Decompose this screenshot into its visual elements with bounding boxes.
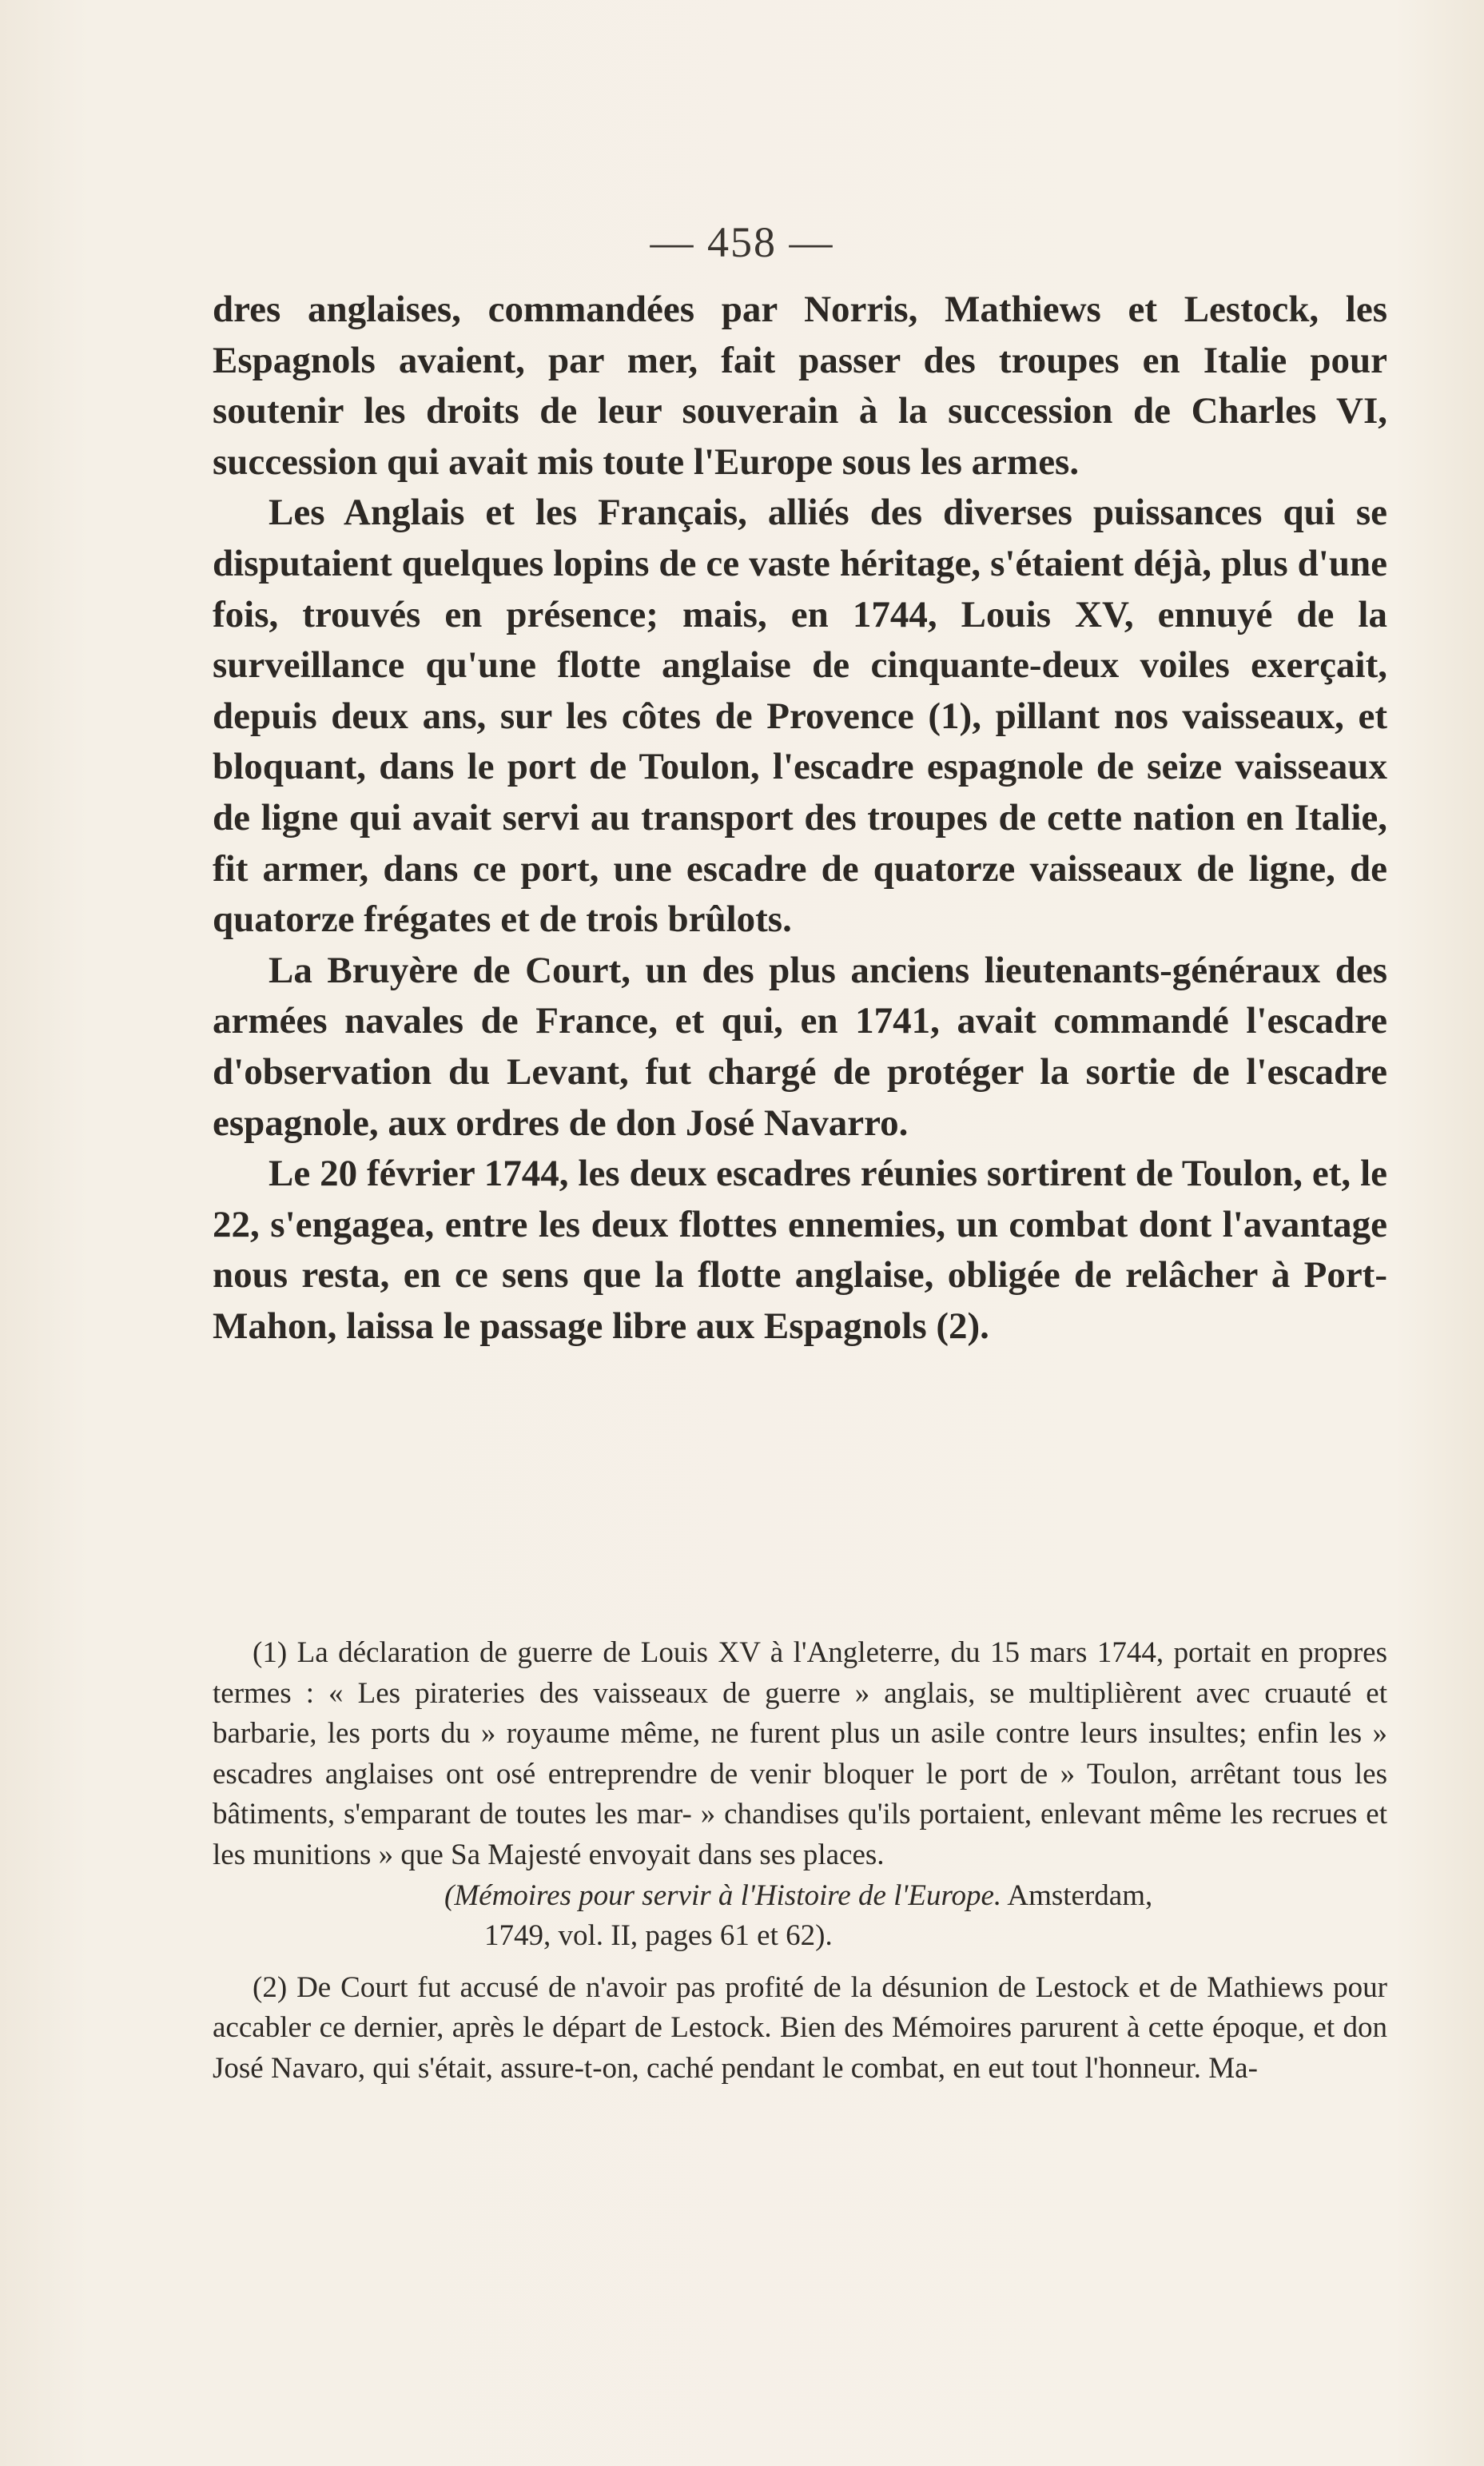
main-text bbox=[213, 285, 1387, 1352]
footnote-1-text: (1) La déclaration de guerre de Louis XV à l'Angleterre, du 15 mars 1744, portait en propres termes : « Les pirateries des vaisseaux de guerre » anglais, se multiplièrent avec cruauté et barbarie, les ports du » royaume même, ne furent plus un asile contre leurs insultes; enfin les » escadres anglaises ont osé entreprendre de venir bloquer le port de » Toulon, arrêtant tous les bâtiments, s'emparant de toutes les mar- » chandises qu'ils portaient, enlevant même les recrues et les munitions » que Sa Majesté envoyait dans ses places. bbox=[213, 1636, 1387, 1871]
paragraph-3: La Bruyère de Court, un des plus anciens lieutenants-généraux des armées navales de France, et qui, en 1741, avait commandé l'escadre d'observation du Levant, fut chargé de protéger la sortie de l'escadre espagnole, aux ordres de don José Navarro. bbox=[213, 949, 1387, 1144]
footnotes bbox=[213, 1633, 1387, 2090]
footnote-1-citation-details: 1749, vol. II, pages 61 et 62). bbox=[484, 1919, 833, 1953]
page-number: — 458 — bbox=[650, 218, 834, 266]
paragraph-4: Le 20 février 1744, les deux escadres réunies sortirent de Toulon, et, le 22, s'engagea, entre les deux flottes ennemies, un combat dont l'avantage nous resta, en ce sens que la flotte anglaise, obligée de relâcher à Port-Mahon, laissa le passage libre aux Espagnols (2). bbox=[213, 1153, 1387, 1347]
citation-place: Amsterdam, bbox=[1001, 1878, 1153, 1912]
footnote-1 bbox=[213, 1633, 1387, 1957]
footnote-2: (2) De Court fut accusé de n'avoir pas profité de la désunion de Lestock et de Mathiews pour accabler ce dernier, après le départ de Lestock. Bien des Mémoires parurent à cette époque, et don José Navaro, qui s'était, assure-t-on, caché pendant le combat, en eut tout l'honneur. Ma- bbox=[213, 1970, 1387, 2085]
paragraph-2: Les Anglais et les Français, alliés des diverses puissances qui se disputaient quelques lopins de ce vaste héritage, s'étaient déjà, plus d'une fois, trouvés en présence; mais, en 1744, Louis XV, ennuyé de la surveillance qu'une flotte anglaise de cinquante-deux voiles exerçait, depuis deux ans, sur les côtes de Provence (1), pillant nos vaisseaux, et bloquant, dans le port de Toulon, l'escadre espagnole de seize vaisseaux de ligne qui avait servi au transport des troupes de cette nation en Italie, fit armer, dans ce port, une escadre de quatorze vaisseaux de ligne, de quatorze frégates et de trois brûlots. bbox=[213, 492, 1387, 941]
paragraph-1: dres anglaises, commandées par Norris, Mathiews et Lestock, les Espagnols avaient, par mer, fait passer des troupes en Italie pour soutenir les droits de leur souverain à la succession de Charles VI, succession qui avait mis toute l'Europe sous les armes. bbox=[213, 289, 1387, 483]
citation-title: (Mémoires pour servir à l'Histoire de l'Europe. bbox=[444, 1878, 1002, 1912]
footnote-1-citation bbox=[213, 1876, 1387, 1917]
